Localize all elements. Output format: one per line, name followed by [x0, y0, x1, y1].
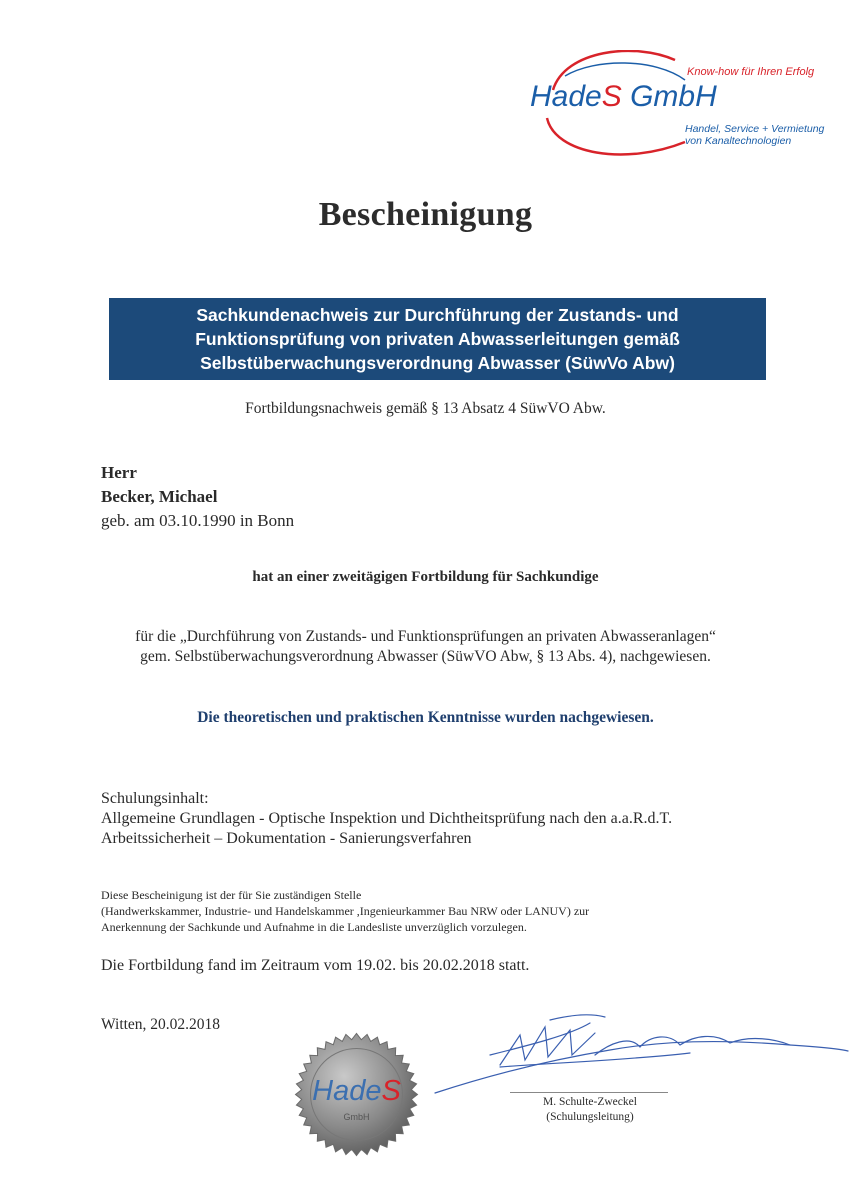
logo-subline: Handel, Service + Vermietung von Kanaltechnologien: [685, 123, 825, 147]
seal-company-name: HadeS: [312, 1075, 401, 1107]
company-logo: [525, 50, 845, 162]
training-content-line-2: Arbeitssicherheit – Dokumentation - Sanierungsverfahren: [101, 830, 472, 847]
participation-statement: hat an einer zweitägigen Fortbildung für Sachkundige: [252, 569, 599, 585]
signer-name: M. Schulte-Zweckel: [543, 1096, 637, 1108]
signer-block: [505, 1095, 675, 1125]
handwritten-signature: [430, 1005, 850, 1105]
logo-tagline: Know-how für Ihren Erfolg: [687, 66, 815, 78]
document-title: Bescheinigung: [318, 196, 533, 233]
banner-line-1: Sachkundenachweis zur Durchführung der Zustands- und: [196, 305, 679, 325]
recipient-block: [101, 461, 294, 533]
banner-line-3: Selbstüberwachungsverordnung Abwasser (SüwVo Abw): [200, 353, 675, 373]
training-period: Die Fortbildung fand im Zeitraum vom 19.02. bis 20.02.2018 statt.: [101, 957, 530, 974]
training-description: für die „Durchführung von Zustands- und Funktionsprüfungen an privaten Abwasseranlagen“ gem. Selbstüberwachungsverordnung Abwasser (SüwVO Abw, § 13 Abs. 4), nachgewiesen.: [135, 628, 716, 665]
signer-role: (Schulungsleitung): [546, 1111, 634, 1123]
training-reference: Fortbildungsnachweis gemäß § 13 Absatz 4 SüwVO Abw.: [245, 400, 606, 417]
training-content-label: Schulungsinhalt:: [101, 790, 209, 807]
training-content: [101, 789, 672, 849]
company-seal: [294, 1032, 419, 1157]
recipient-birth: geb. am 03.10.1990 in Bonn: [101, 511, 295, 530]
seal-subtext: GmbH: [343, 1112, 370, 1122]
knowledge-confirmation: Die theoretischen und praktischen Kenntnisse wurden nachgewiesen.: [197, 709, 654, 726]
submission-notice: Diese Bescheinigung ist der für Sie zuständigen Stelle (Handwerkskammer, Industrie- und Handelskammer ,Ingenieurkammer Bau NRW oder LANUV) zur Anerkennung der Sachkunde und Aufnahme in die Landesliste unverzüglich vorzulegen.: [101, 888, 590, 934]
banner-line-2: Funktionsprüfung von privaten Abwasserleitungen gemäß: [195, 329, 680, 349]
recipient-salutation: Herr: [101, 463, 137, 482]
training-content-line-1: Allgemeine Grundlagen - Optische Inspektion und Dichtheitsprüfung nach den a.a.R.d.T.: [101, 810, 673, 827]
place-date: Witten, 20.02.2018: [101, 1016, 221, 1033]
recipient-name: Becker, Michael: [101, 487, 218, 506]
certificate-banner: [109, 298, 766, 380]
signature-line: [510, 1092, 668, 1093]
logo-company-name: HadeS GmbH: [530, 80, 717, 113]
